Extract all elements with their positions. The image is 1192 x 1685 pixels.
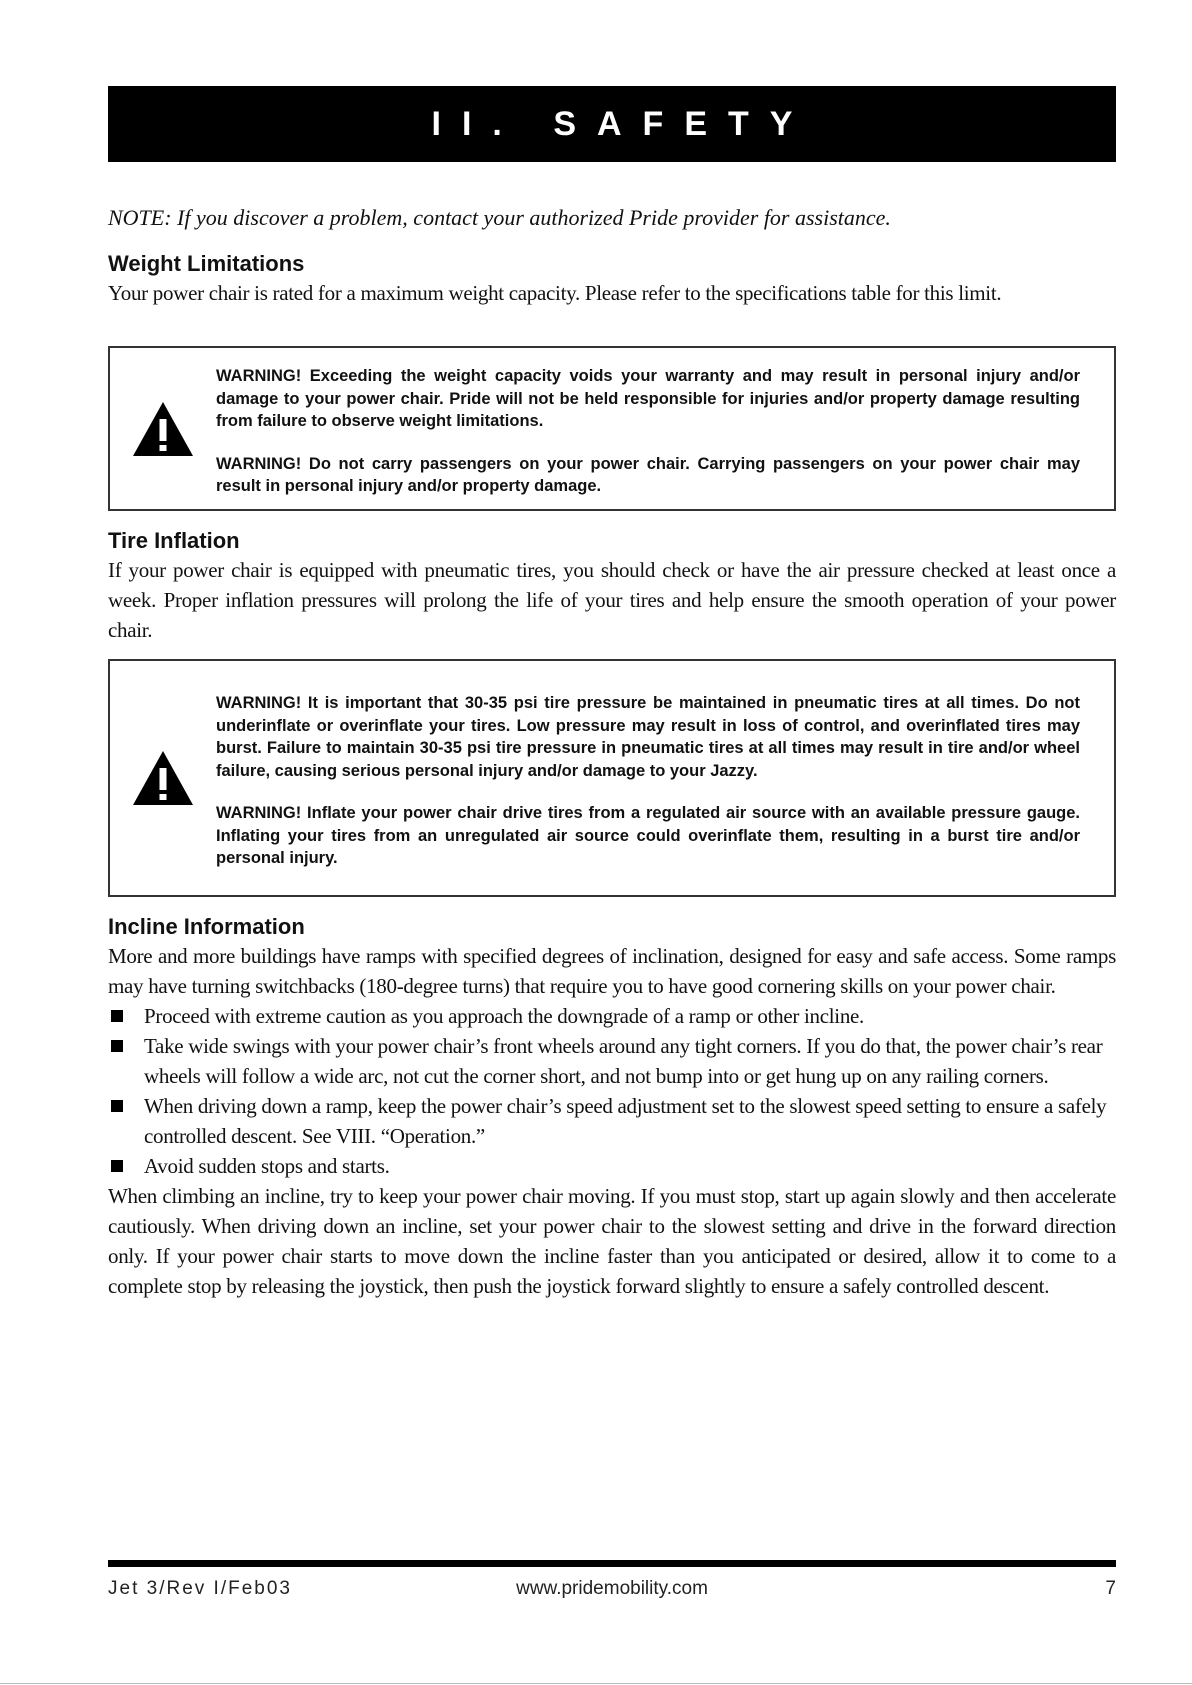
incline-closing-paragraph: When climbing an incline, try to keep your power chair moving. If you must stop, start up again slowly and then accelerate cautiously. When driving down an incline, set your power chair to the slowest setting and drive in the forward direction only. If your power chair starts to move down the incline faster than you anticipated or desired, allow it to come to a complete stop by releasing the joystick, then push the joystick forward slightly to ensure a safely controlled descent. xyxy=(108,1184,1116,1298)
footer-website: www.pridemobility.com xyxy=(516,1578,708,1599)
bullet-square-icon xyxy=(111,1100,123,1112)
page-number: 7 xyxy=(1105,1578,1116,1599)
page-content xyxy=(108,86,1116,1301)
weight-warning-text xyxy=(216,347,1114,510)
tire-warning-box xyxy=(108,659,1116,897)
warning-triangle-icon xyxy=(110,749,216,807)
incline-heading: Incline Information xyxy=(108,914,305,939)
list-item: Avoid sudden stops and starts. xyxy=(108,1151,1116,1181)
weight-heading: Weight Limitations xyxy=(108,251,305,276)
list-item: Proceed with extreme caution as you approach the downgrade of a ramp or other incline. xyxy=(108,1001,1116,1031)
bullet-square-icon xyxy=(111,1160,123,1172)
page-footer xyxy=(108,1578,1116,1606)
list-item: When driving down a ramp, keep the power chair’s speed adjustment set to the slowest speed setting to ensure a safely controlled descent. See VIII. “Operation.” xyxy=(108,1091,1116,1151)
incline-bullet-list xyxy=(108,1001,1116,1181)
warning-triangle-icon xyxy=(110,400,216,458)
incline-section xyxy=(108,913,1116,1301)
weight-body: Your power chair is rated for a maximum weight capacity. Please refer to the specifications table for this limit. xyxy=(108,281,1002,305)
note-text: NOTE: If you discover a problem, contact your authorized Pride provider for assistance. xyxy=(108,205,891,230)
tire-body: If your power chair is equipped with pneumatic tires, you should check or have the air pressure checked at least once a week. Proper inflation pressures will prolong the life of your tires and help ensure the smooth operation of your power chair. xyxy=(108,558,1116,642)
section-title-bar xyxy=(108,86,1116,162)
tire-heading: Tire Inflation xyxy=(108,528,240,553)
section-title: II. SAFETY xyxy=(431,104,814,143)
bottom-edge-line xyxy=(0,1683,1192,1684)
footer-rule xyxy=(108,1560,1116,1567)
weight-warning-box xyxy=(108,346,1116,511)
bullet-square-icon xyxy=(111,1040,123,1052)
tire-warning-text xyxy=(216,674,1114,882)
tire-section xyxy=(108,527,1116,645)
weight-section xyxy=(108,250,1116,308)
incline-body: More and more buildings have ramps with specified degrees of inclination, designed for easy and safe access. Some ramps may have turning switchbacks (180-degree turns) that require you to have good cornering skills on your power chair. xyxy=(108,944,1116,998)
footer-doc-id: Jet 3/Rev I/Feb03 xyxy=(108,1578,292,1599)
tire-warning-2: WARNING! Inflate your power chair drive tires from a regulated air source with an available pressure gauge. Inflating your tires from an unregulated air source could overinflate them, resulting in a burst tire and/or personal injury. xyxy=(216,804,1080,868)
tire-warning-1: WARNING! It is important that 30-35 psi tire pressure be maintained in pneumatic tires at all times. Do not underinflate or overinflate your tires. Low pressure may result in loss of control, and overinflated tires may burst. Failure to maintain 30-35 psi tire pressure in pneumatic tires at all times may result in tire and/or wheel failure, causing serious personal injury and/or damage to your Jazzy. xyxy=(216,694,1080,780)
weight-warning-1: WARNING! Exceeding the weight capacity voids your warranty and may result in personal injury and/or damage to your power chair. Pride will not be held responsible for injuries and/or property damage resulting from failure to observe weight limitations. xyxy=(216,367,1080,431)
list-item: Take wide swings with your power chair’s front wheels around any tight corners. If you do that, the power chair’s rear wheels will follow a wide arc, not cut the corner short, and not bump into or get hung up on any railing corners. xyxy=(108,1031,1116,1091)
bullet-square-icon xyxy=(111,1010,123,1022)
weight-warning-2: WARNING! Do not carry passengers on your power chair. Carrying passengers on your power chair may result in personal injury and/or property damage. xyxy=(216,454,1080,496)
